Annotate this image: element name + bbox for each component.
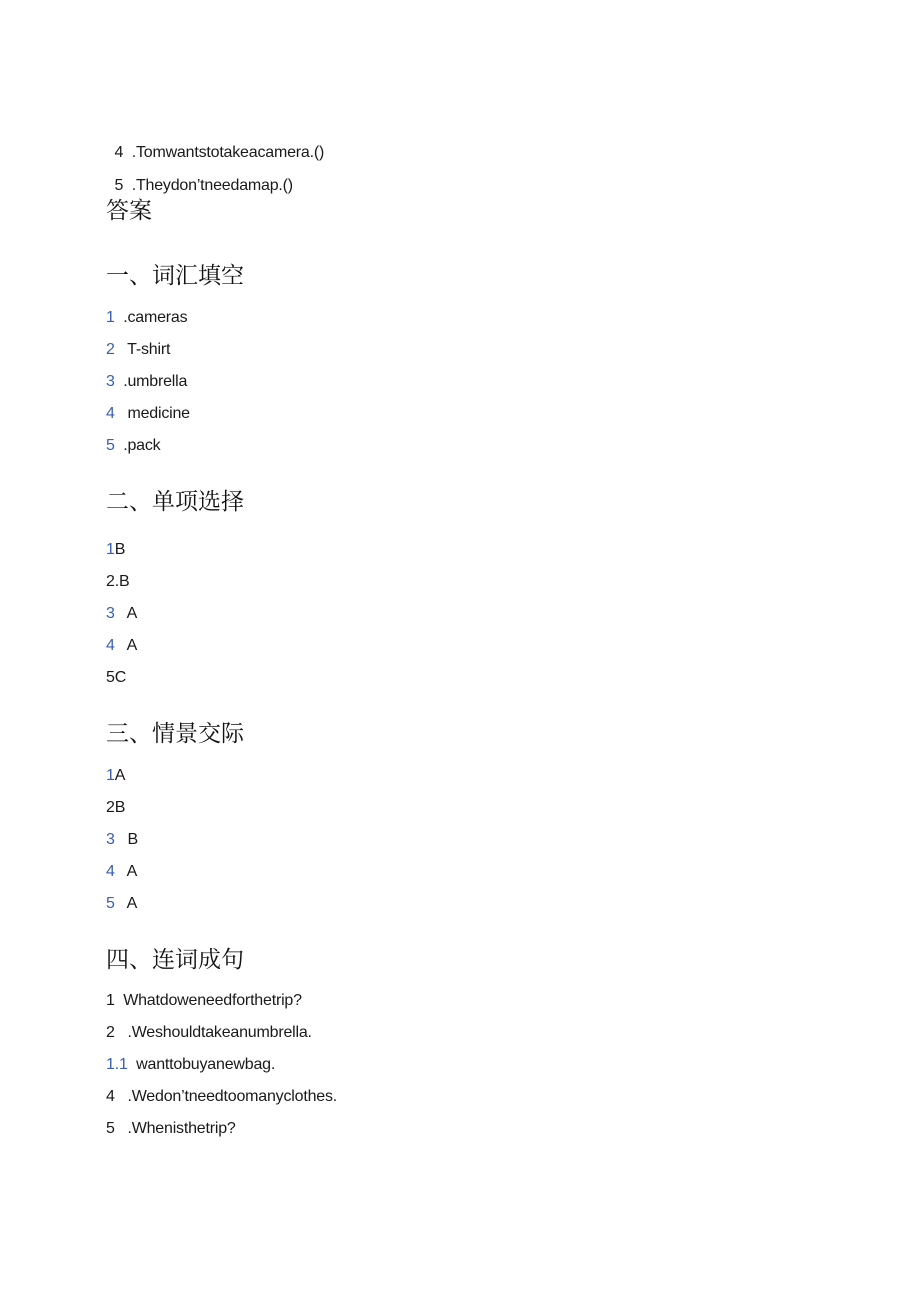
spacer [128,1056,137,1073]
spacer [115,1024,128,1041]
answer-item [106,404,190,424]
answer-number: 4 [106,637,115,654]
answer-text: A [126,895,138,912]
answer-text: Whatdoweneedforthetrip? [123,992,302,1009]
answer-number: 3 [106,373,115,390]
answer-item [106,572,129,592]
answer-item [106,798,125,818]
answer-text: .Wedon’tneedtoomanyclothes. [127,1088,338,1105]
answer-number: 1.1 [106,1056,128,1073]
question-number: 5 [114,177,124,194]
spacer [115,605,127,622]
spacer [115,863,127,880]
question-text: .Tomwantstotakeacamera.() [131,144,325,161]
section-title-single-choice: 二、单项选择 [106,489,244,515]
answer-number: 2. [106,573,119,590]
answer-item [106,372,187,392]
answer-item [106,668,126,688]
spacer [115,1088,128,1105]
spacer [115,373,124,390]
answer-item [106,862,137,882]
spacer [115,437,124,454]
spacer [115,831,128,848]
answer-number: 4 [106,1088,115,1105]
answer-item [106,636,137,656]
answer-item [106,830,138,850]
answer-text: C [114,669,127,686]
answer-item [106,604,137,624]
answer-text: wanttobuyanewbag. [136,1056,276,1073]
spacer [115,309,124,326]
answer-item [106,308,187,328]
answer-number: 5 [106,437,115,454]
answer-item [106,436,160,456]
spacer [115,637,127,654]
answer-text: B [114,799,126,816]
answer-number: 3 [106,605,115,622]
answer-text: .umbrella [123,373,188,390]
spacer [115,341,127,358]
answer-number: 2 [106,799,115,816]
spacer [115,1120,128,1137]
answer-text: .cameras [123,309,188,326]
answer-text: .Weshouldtakeanumbrella. [127,1024,312,1041]
answer-text: .Whenisthetrip? [127,1120,236,1137]
answer-number: 5 [106,1120,115,1137]
answer-number: 3 [106,831,115,848]
answer-number: 5 [106,669,115,686]
spacer [115,895,127,912]
answer-text: A [126,863,138,880]
answer-item [106,894,137,914]
section-title-sentence-building: 四、连词成句 [106,947,244,973]
answer-number: 1 [106,767,115,784]
answer-item [106,1119,236,1139]
answer-number: 4 [106,405,115,422]
answer-text: .pack [123,437,161,454]
question-5 [106,156,293,196]
answer-number: 1 [106,541,115,558]
answer-item [106,766,125,786]
answer-number: 2 [106,1024,115,1041]
answer-item [106,540,125,560]
answer-item [106,991,302,1011]
question-text: .Theydon’tneedamap.() [131,177,293,194]
answer-number: 5 [106,895,115,912]
spacer [115,992,124,1009]
section-title-vocabulary: 一、词汇填空 [106,263,244,289]
answer-text: B [118,573,130,590]
answer-number: 1 [106,992,115,1009]
answer-text: medicine [127,405,190,422]
answers-title: 答案 [106,198,152,224]
question-number: 4 [114,144,124,161]
answer-text: T-shirt [127,341,171,358]
spacer [115,405,128,422]
answer-item [106,1087,337,1107]
answer-text: A [126,637,138,654]
answer-text: A [114,767,126,784]
answer-item [106,1055,275,1075]
answer-number: 1 [106,309,115,326]
answer-number: 2 [106,341,115,358]
spacer [123,177,132,194]
answer-text: B [114,541,126,558]
answer-text: A [126,605,138,622]
section-title-situational-dialogue: 三、情景交际 [106,721,244,747]
answer-number: 4 [106,863,115,880]
answer-item [106,1023,312,1043]
answer-item [106,340,170,360]
answer-text: B [127,831,138,848]
